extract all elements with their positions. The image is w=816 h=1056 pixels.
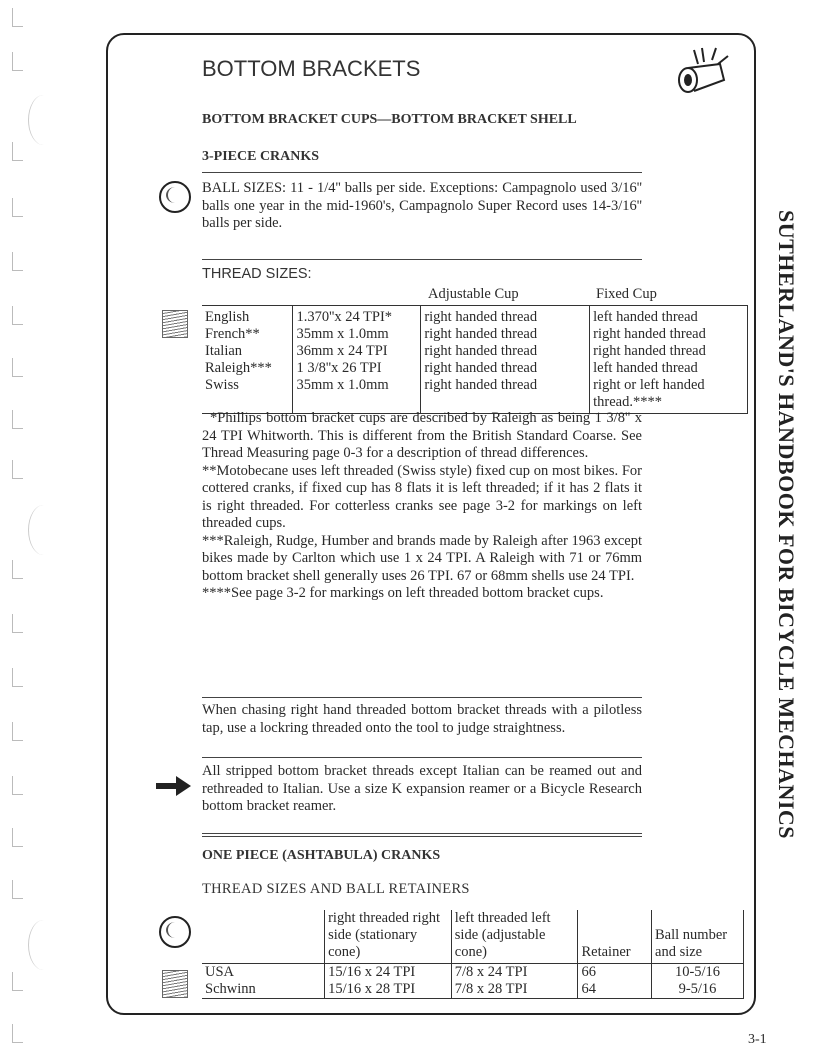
table-cell: 64 (578, 981, 652, 999)
table-row (202, 360, 748, 377)
chasing-paragraph: When chasing right hand threaded bottom bracket threads with a pilotless tap, use a lockring threaded onto the tool to judge straightness. (202, 702, 642, 736)
divider (202, 836, 642, 837)
table-cell: USA (205, 964, 235, 980)
table-row (202, 306, 748, 327)
table-header: Retainer (578, 910, 652, 964)
running-title (758, 30, 814, 1020)
onepiece-table (202, 910, 744, 999)
table-cell: Italian (205, 343, 243, 359)
table-cell: 66 (578, 964, 652, 982)
table-cell: 36mm x 24 TPI (293, 343, 421, 360)
thread-sizes-table (202, 305, 748, 414)
table-row (202, 964, 744, 982)
footnote: *Phillips bottom bracket cups are described by Raleigh as being 1 3/8'' x 24 TPI Whitworth. This is different from the British Standard Coarse. See Thread Measuring page 0-3 for a description of thread differences. (202, 410, 642, 461)
table-cell: Swiss (205, 377, 239, 393)
table-header-row (202, 910, 744, 964)
footnotes (202, 410, 642, 603)
table-cell: French** (205, 326, 260, 342)
table-cell: Raleigh*** (205, 360, 272, 376)
table-cell: left handed thread (590, 360, 748, 377)
arrow-right-icon (156, 774, 192, 798)
divider (202, 172, 642, 173)
table-cell: right handed thread (421, 326, 590, 343)
table-cell: 7/8 x 24 TPI (451, 964, 578, 982)
footnote: **Motobecane uses left threaded (Swiss style) fixed cup on most bikes. For cottered cranks, if fixed cup has 8 flats it is left threaded; if it has 2 flats it is right threaded. For cotterless cranks see page 3-2 for markings on left threaded cups. (202, 462, 642, 531)
page-number: 3-1 (748, 1032, 767, 1047)
section-heading: BOTTOM BRACKET CUPS—BOTTOM BRACKET SHELL (202, 112, 577, 127)
table-header: right threaded right side (stationary cone) (325, 910, 452, 964)
table-cell: 7/8 x 28 TPI (451, 981, 578, 999)
divider (202, 833, 642, 834)
table-cell: 35mm x 1.0mm (293, 377, 421, 414)
footnote: ****See page 3-2 for markings on left threaded bottom bracket cups. (202, 585, 604, 601)
divider (202, 259, 642, 260)
table-cell: Schwinn (202, 981, 325, 999)
table-cell: English (205, 309, 250, 325)
footnote: ***Raleigh, Rudge, Humber and brands made by Raleigh after 1963 except bikes made by Carlton which use 1 x 24 TPI. A Raleigh with 71 or 76mm bottom bracket shell generally uses 26 TPI. 67 or 68mm shells use 24 TPI. (202, 532, 642, 584)
subsection-3piece: 3-PIECE CRANKS (202, 149, 320, 164)
running-title-text: SUTHERLAND'S HANDBOOK FOR BICYCLE MECHANICS (774, 210, 799, 840)
table-row (202, 343, 748, 360)
table-cell: right handed thread (421, 306, 590, 327)
divider (202, 697, 642, 698)
thread-icon (162, 970, 188, 998)
divider (202, 757, 642, 758)
table-cell: right handed thread (421, 360, 590, 377)
ball-bearing-icon (159, 181, 191, 213)
table-cell: left handed thread (590, 306, 748, 327)
table-header: Ball number and size (652, 910, 744, 964)
table-row (202, 326, 748, 343)
ball-bearing-icon (159, 916, 191, 948)
binder-margin (0, 0, 40, 1056)
table-cell: right handed thread (421, 377, 590, 414)
stripped-paragraph: All stripped bottom bracket threads except Italian can be reamed out and rethreaded to Italian. Use a size K expansion reamer or a Bicycle Research bottom bracket reamer. (202, 763, 642, 814)
subsection-onepiece: ONE PIECE (ASHTABULA) CRANKS (202, 848, 441, 863)
retainers-label: THREAD SIZES AND BALL RETAINERS (202, 881, 470, 897)
table-cell: 1.370''x 24 TPI* (293, 306, 421, 327)
thread-icon (162, 310, 188, 338)
table-row (202, 377, 748, 414)
table-cell: 15/16 x 24 TPI (325, 964, 452, 982)
table-header: left threaded left side (adjustable cone) (451, 910, 578, 964)
table-cell: 10-5/16 (652, 964, 744, 982)
table-cell: 1 3/8''x 26 TPI (293, 360, 421, 377)
table-cell: right handed thread (590, 326, 748, 343)
table-cell: 15/16 x 28 TPI (325, 981, 452, 999)
table-cell: right or left handed thread.**** (590, 377, 748, 414)
table-cell: right handed thread (421, 343, 590, 360)
table-row (202, 981, 744, 999)
ball-sizes-paragraph: BALL SIZES: 11 - 1/4'' balls per side. Exceptions: Campagnolo used 3/16'' balls one year in the mid-1960's, Campagnolo Super Record uses 14-3/16'' balls per side. (202, 180, 642, 231)
page-title: BOTTOM BRACKETS (202, 56, 421, 81)
thread-sizes-label: THREAD SIZES: (202, 266, 312, 282)
wrench-logo-icon (672, 44, 730, 96)
table-cell: right handed thread (590, 343, 748, 360)
col-adjustable-cup: Adjustable Cup (428, 286, 519, 302)
table-cell: 9-5/16 (652, 981, 744, 999)
table-header (202, 910, 325, 964)
table-cell: 35mm x 1.0mm (293, 326, 421, 343)
col-fixed-cup: Fixed Cup (596, 286, 657, 302)
